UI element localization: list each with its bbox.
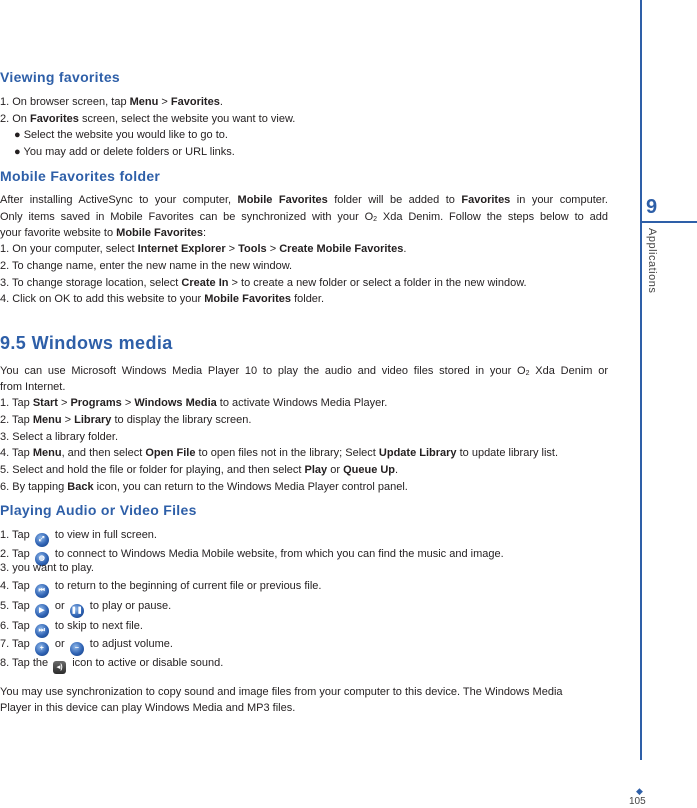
pause-icon: ❚❚ <box>70 604 84 618</box>
media-step-5: 5. Select and hold the file or folder for playing, and then select Play or Queue Up. <box>0 464 399 476</box>
viewing-step-1: 1. On browser screen, tap Menu > Favorites. <box>0 96 223 108</box>
heading-mobile-favorites: Mobile Favorites folder <box>0 168 161 184</box>
chapter-number: 9 <box>646 196 658 218</box>
mobile-paragraph-line-3: your favorite website to Mobile Favorites: <box>0 227 207 239</box>
chapter-label: Applications <box>646 228 658 294</box>
playing-step-1: 1. Tap ⤢ to view in full screen. <box>0 527 157 547</box>
sidebar-rule <box>640 0 642 760</box>
playing-step-7: 7. Tap + or − to adjust volume. <box>0 636 173 656</box>
mobile-step-4: 4. Click on OK to add this website to your Mobile Favorites folder. <box>0 293 325 305</box>
volume-up-icon: + <box>35 642 49 656</box>
media-step-4: 4. Tap Menu, and then select Open File to open files not in the library; Select Update Library to update library list. <box>0 447 559 459</box>
heading-viewing-favorites: Viewing favorites <box>0 69 120 85</box>
viewing-bullet-2: ● You may add or delete folders or URL links. <box>14 146 235 158</box>
page-number: 105 <box>629 796 646 807</box>
media-step-3: 3. Select a library folder. <box>0 431 119 443</box>
fullscreen-icon: ⤢ <box>35 533 49 547</box>
media-step-2: 2. Tap Menu > Library to display the library screen. <box>0 414 252 426</box>
playing-step-6: 6. Tap ⏭ to skip to next file. <box>0 618 143 638</box>
media-step-6: 6. By tapping Back icon, you can return to the Windows Media Player control panel. <box>0 481 408 493</box>
playing-paragraph-line-1: You may use synchronization to copy sound and image files from your computer to this device. The Windows Media <box>0 686 563 698</box>
playing-paragraph-line-2: Player in this device can play Windows Media and MP3 files. <box>0 702 296 714</box>
mobile-step-3: 3. To change storage location, select Create In > to create a new folder or select a folder in the new window. <box>0 277 527 289</box>
mobile-paragraph-line-2: Only items saved in Mobile Favorites can be synchronized with your O2 Xda Denim. Follow the steps below to add <box>0 211 608 223</box>
heading-playing-files: Playing Audio or Video Files <box>0 502 197 518</box>
mobile-step-2: 2. To change name, enter the new name in the new window. <box>0 260 293 272</box>
media-paragraph-line-2: from Internet. <box>0 381 66 393</box>
playing-step-2: 2. Tap ◍ to connect to Windows Media Mobile website, from which you can find the music and image. <box>0 546 504 566</box>
previous-icon: ⏮ <box>35 584 49 598</box>
viewing-step-2: 2. On Favorites screen, select the website you want to view. <box>0 113 296 125</box>
playing-step-8: 8. Tap the ◂) icon to active or disable sound. <box>0 655 223 674</box>
globe-icon: ◍ <box>35 552 49 566</box>
volume-down-icon: − <box>70 642 84 656</box>
media-step-1: 1. Tap Start > Programs > Windows Media to activate Windows Media Player. <box>0 397 388 409</box>
heading-windows-media: 9.5 Windows media <box>0 333 173 353</box>
viewing-bullet-1: ● Select the website you would like to go to. <box>14 129 228 141</box>
mobile-paragraph-line-1: After installing ActiveSync to your computer, Mobile Favorites folder will be added to Favorites in your computer. <box>0 194 608 206</box>
diamond-icon: ◆ <box>636 786 643 796</box>
playing-step-3: 3. you want to play. <box>0 562 94 574</box>
next-icon: ⏭ <box>35 624 49 638</box>
mobile-step-1: 1. On your computer, select Internet Explorer > Tools > Create Mobile Favorites. <box>0 243 407 255</box>
play-icon: ▶ <box>35 604 49 618</box>
media-paragraph-line-1: You can use Microsoft Windows Media Player 10 to play the audio and video files stored in your O2 Xda Denim or <box>0 365 608 377</box>
speaker-icon: ◂) <box>53 661 66 674</box>
playing-step-4: 4. Tap ⏮ to return to the beginning of current file or previous file. <box>0 578 321 598</box>
playing-step-5: 5. Tap ▶ or ❚❚ to play or pause. <box>0 598 171 618</box>
chapter-tab-rule <box>640 221 697 223</box>
